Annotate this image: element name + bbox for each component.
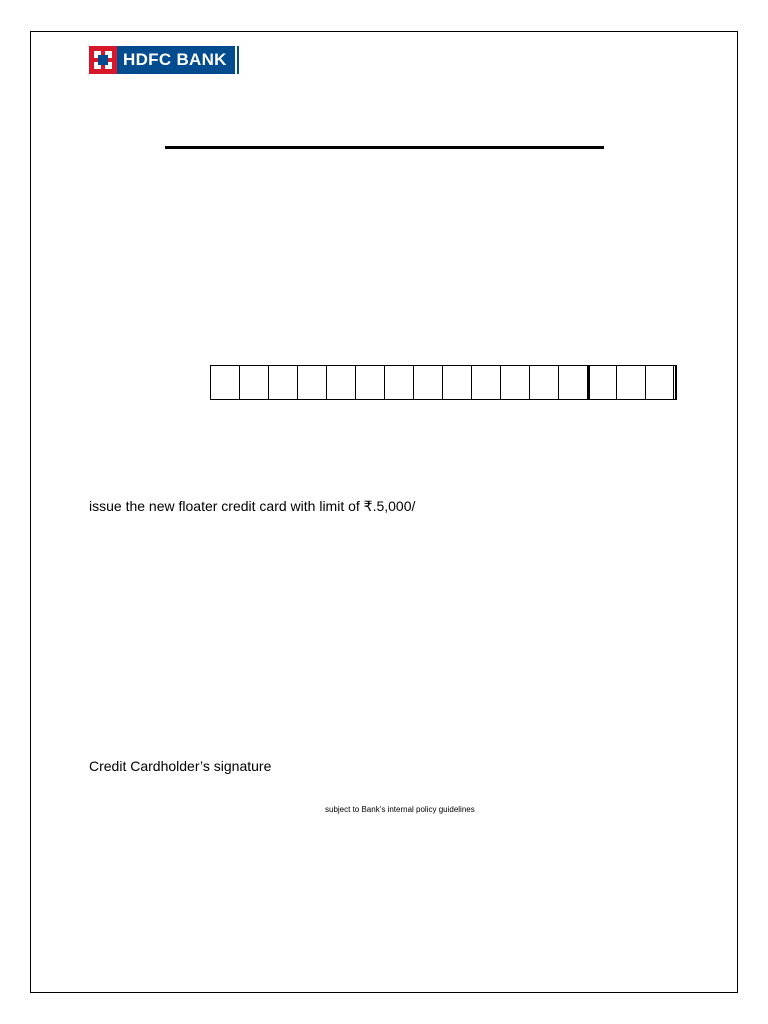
cardholder-signature-label: Credit Cardholder’s signature <box>89 758 272 774</box>
card-number-digit-box[interactable] <box>385 366 414 399</box>
card-number-digit-box[interactable] <box>240 366 269 399</box>
card-number-digit-box[interactable] <box>211 366 240 399</box>
hdfc-bank-logo <box>89 46 237 74</box>
card-number-digit-box[interactable] <box>298 366 327 399</box>
card-number-digit-box[interactable] <box>559 366 588 399</box>
card-number-digit-box[interactable] <box>530 366 559 399</box>
policy-footnote: subject to Bank’s internal policy guidelines <box>325 805 475 814</box>
card-number-digit-box[interactable] <box>443 366 472 399</box>
card-number-digit-box[interactable] <box>414 366 443 399</box>
card-number-digit-box[interactable] <box>588 366 617 399</box>
card-number-boxes <box>210 365 677 400</box>
logo-brand-text: HDFC BANK <box>117 46 237 74</box>
card-number-digit-box[interactable] <box>501 366 530 399</box>
hdfc-logo-mark-icon <box>89 46 117 74</box>
card-number-digit-box[interactable] <box>327 366 356 399</box>
floater-card-instruction: issue the new floater credit card with limit of ₹.5,000/ <box>89 498 416 514</box>
card-number-digit-box[interactable] <box>356 366 385 399</box>
title-underline <box>165 146 604 149</box>
card-number-digit-box[interactable] <box>269 366 298 399</box>
card-number-digit-box[interactable] <box>646 366 676 399</box>
card-number-digit-box[interactable] <box>617 366 646 399</box>
card-number-digit-box[interactable] <box>472 366 501 399</box>
